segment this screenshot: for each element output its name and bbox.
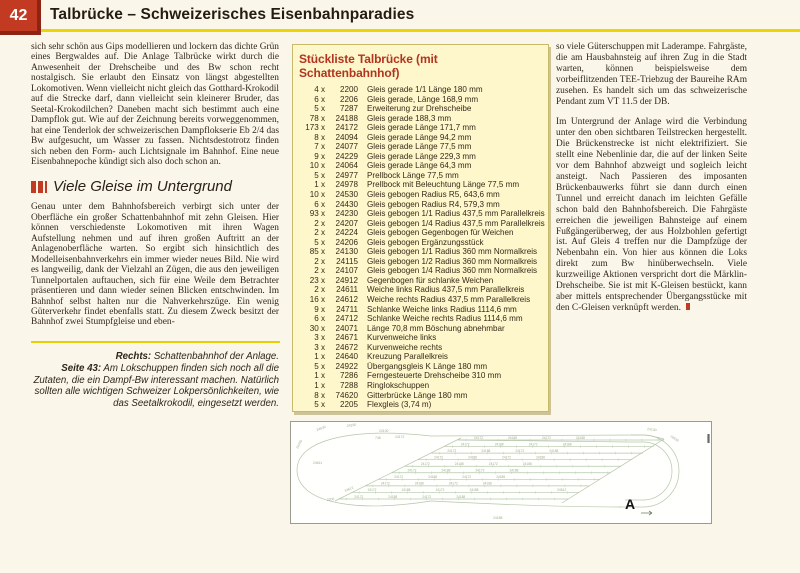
right-paragraph-2 [556, 117, 747, 313]
article-number-cell: 7286 [339, 371, 358, 381]
article-number-cell: 2205 [339, 400, 358, 410]
track-part-label: 24172 [407, 468, 417, 473]
parts-list-row [299, 114, 541, 124]
parts-list-row [299, 200, 541, 210]
quantity-cell: 2 x [314, 218, 325, 228]
curve-part-label: 24130 [379, 429, 389, 433]
left-paragraph-2: Genau unter dem Bahnhofsbereich verbirgt sich unter der Oberfläche ein großer Schattenbahnhof mit zehn Gleisen. Hier können verschiedenste Lokomotiven mit ihren Wagen Aufstellung nehmen und auf ihren großen Auftritt an der Anlagenoberfläche warten. So ergibt sich hinsichtlich des Modelleisenbahnverkehrs ein immer wieder neues Bild. Nie wird es langweilig, dank der Vielzahl an Zügen, die aus den jeweiligen Tunnelportalen auftauchen, sich für eine Weile dem Betrachter präsentieren und dann wieder seinen Blicken entschwinden. Im Bahnhof selbst halten nur die Nahverkehrszüge. Ein wenig Güterverkehr findet ebenfalls statt. Zu diesem Zweck besitzt der Bahnhof zwei Stumpfgleise und eben- [31, 202, 279, 328]
parts-list-row [299, 180, 541, 190]
description-cell: Kurvenweiche links [367, 333, 437, 343]
section-heading-bars-icon [31, 181, 47, 193]
section-heading [31, 178, 279, 196]
caption-text-seite43: Am Lokschuppen finden sich noch all die Zutaten, die ein Dampf-Bw interessant machen. Natürlich sollten alle wichtigen Schweizer Lokpersönlichkeiten, wie das Seetalkrokodil, eingesetzt werden. [33, 362, 279, 409]
description-cell: Gleis gebogen Radius R5, 643,6 mm [367, 190, 500, 200]
parts-list-row [299, 333, 541, 343]
article-number-cell: 24172 [335, 123, 358, 133]
parts-list-row [299, 295, 541, 305]
curve-part-label: 24230 [346, 422, 357, 428]
article-number-cell: 24640 [335, 352, 358, 362]
track-part-label: 24172 [542, 435, 551, 440]
page-number: 42 [9, 6, 28, 24]
description-cell: Gegenbogen für schlanke Weichen [367, 275, 494, 285]
track-part-label: 24188 [496, 475, 506, 480]
track-part-label: 24188 [414, 481, 424, 486]
track-part-label: 24188 [536, 455, 545, 460]
description-cell: Länge 70,8 mm Böschung abnehmbar [367, 323, 505, 333]
parts-list-row [299, 152, 541, 162]
description-cell: Schlanke Weiche rechts Radius 1114,6 mm [367, 314, 523, 324]
left-article-column [31, 42, 279, 409]
parts-list-row [299, 257, 541, 267]
parts-list-row [299, 391, 541, 401]
track-part-label: 24188 [509, 468, 519, 473]
parts-list-title: Stückliste Talbrücke (mit Schattenbahnhof) [299, 52, 438, 80]
page-number-badge [0, 0, 41, 35]
parts-list-row [299, 371, 541, 381]
curve-part-label: 24612 [557, 488, 567, 492]
section-heading-text: Viele Gleise im Untergrund [53, 178, 232, 196]
article-number-cell: 24978 [335, 180, 358, 190]
article-number-cell: 24712 [335, 314, 358, 324]
description-cell: Gleis gerade 188,3 mm [367, 113, 452, 123]
description-cell: Gleis gebogen 1/4 Radius 360 mm Normalkreis [367, 266, 538, 276]
article-number-cell: 24115 [336, 256, 358, 266]
quantity-cell: 2 x [314, 266, 325, 276]
description-cell: Flexgleis (3,74 m) [367, 400, 432, 410]
curve-part-label: 24130 [646, 427, 657, 433]
right-paragraph-1: so viele Güterschuppen mit Laderampe. Fahrgäste, die am Hausbahnsteig auf ihren Zug in die Stadt warten, können beispielsweise dem vorbeiflitzenden TEE-Triebzug der Baureihe RAm zusehen. Es handelt sich um das schweizerische Pendant zum VT 11.5 der DB. [556, 42, 747, 107]
quantity-cell: 6 x [314, 199, 325, 209]
quantity-cell: 78 x [309, 113, 325, 123]
article-number-cell: 24912 [335, 275, 358, 285]
parts-list-row [299, 209, 545, 219]
article-number-cell: 7287 [339, 104, 358, 114]
track-part-label: 24188 [576, 435, 585, 440]
curve-part-label: 24188 [493, 516, 503, 520]
track-part-label: 24188 [482, 481, 492, 486]
article-number-cell: 7288 [339, 380, 358, 390]
description-cell: Schlanke Weiche links Radius 1114,6 mm [367, 304, 517, 314]
caption-label-rechts: Rechts: [115, 351, 152, 363]
track-part-label: 24172 [367, 488, 377, 493]
article-number-cell: 24064 [335, 161, 358, 171]
description-cell: Kreuzung Parallelkreis [367, 352, 448, 362]
track-part-label: 24188 [522, 462, 532, 467]
description-cell: Gleis gebogen Radius R4, 579,3 mm [367, 199, 500, 209]
article-number-cell: 24188 [335, 113, 358, 123]
quantity-cell: 8 x [314, 390, 325, 400]
quantity-cell: 16 x [309, 295, 325, 305]
parts-list-row [299, 247, 541, 257]
article-end-mark [686, 303, 690, 310]
article-number-cell: 24430 [335, 199, 358, 209]
quantity-cell: 5 x [314, 104, 325, 114]
article-number-cell: 24077 [335, 142, 358, 152]
track-part-label: 24188 [456, 494, 466, 499]
parts-list-row [299, 266, 541, 276]
parts-list-row [299, 276, 541, 286]
track-part-label: 24172 [420, 462, 430, 467]
description-cell: Gleis gebogen 1/2 Radius 360 mm Normalkreis [367, 256, 538, 266]
bottom-return-track [431, 501, 621, 507]
article-number-cell: 24711 [336, 304, 358, 314]
left-paragraph-1: sich sehr schön aus Gips modellieren und lockern das dichte Grün eines Bergwaldes auf. Die Anlage Talbrücke wirkt durch die Anwesenheit der Drehscheibe und des Bw schon recht nostalgisch. Sie erlaubt den Einsatz von längst abgestellten Lokomotiven. Wenn vielleicht nicht gleich das Gotthard-Krokodil auf die Strecke darf, dann vielleicht sein kleinerer Bruder, das Seetal-Krokodilchen? Daneben macht sich bestimmt auch eine Dampflok gut. Wie auf der Zeichnung bereits vorweggenommen, hat eine Tenderlok der schweizerischen Dampflokserie Eb 2/4 das Bw aufgesucht, um Wasser zu fassen. Nichtsdestotrotz finden sich neben den Form- auch Lichtsignale im Bahnhof. Eine neue Eisenbahnepoche kündigt sich also doch schon an. [31, 42, 279, 167]
right-ladder-connector [643, 435, 664, 439]
track-part-label: 24188 [428, 475, 438, 480]
description-cell: Erweiterung zur Drehscheibe [367, 104, 472, 114]
quantity-cell: 3 x [314, 342, 325, 352]
quantity-cell: 23 x [309, 275, 325, 285]
quantity-cell: 5 x [314, 400, 325, 410]
quantity-cell: 85 x [309, 247, 325, 257]
article-number-cell: 24071 [335, 323, 358, 333]
parts-list-row [299, 314, 541, 324]
description-cell: Gleis gerade Länge 94,2 mm [367, 132, 472, 142]
track-part-label: 24188 [441, 468, 451, 473]
parts-list-row [299, 190, 541, 200]
photo-caption [31, 351, 279, 409]
description-cell: Gleis gerade Länge 77,5 mm [367, 142, 472, 152]
curve-part-label: 24530 [315, 424, 327, 432]
track-part-label: 24172 [434, 455, 443, 460]
track-part-label: 24188 [401, 488, 411, 493]
track-part-label: 24172 [394, 475, 404, 480]
quantity-cell: 8 x [314, 132, 325, 142]
curve-part-label: 24430 [295, 439, 304, 450]
description-cell: Ringlokschuppen [367, 380, 430, 390]
article-number-cell: 24922 [335, 361, 358, 371]
quantity-cell: 30 x [309, 323, 325, 333]
quantity-cell: 1 x [314, 371, 325, 381]
parts-list-row [299, 85, 541, 95]
curve-part-label: 748 [375, 436, 381, 440]
quantity-cell: 173 x [305, 123, 325, 133]
article-number-cell: 2206 [339, 94, 358, 104]
top-bypass-track [431, 435, 643, 436]
curve-part-label: 24612 [343, 485, 355, 493]
quantity-cell: 10 x [309, 190, 325, 200]
track-part-label: 24172 [515, 448, 525, 453]
dimension-mark [707, 434, 709, 443]
article-number-cell: 2200 [339, 85, 358, 94]
description-cell: Übergangsgleis K Länge 180 mm [367, 361, 488, 371]
article-number-cell: 24207 [335, 218, 358, 228]
description-cell: Gleis gebogen 1/4 Radius 437,5 mm Parallelkreis [367, 218, 545, 228]
track-part-label: 24172 [502, 455, 511, 460]
parts-list-row [299, 305, 541, 315]
article-number-cell: 24977 [335, 170, 358, 180]
track-part-label: 24188 [469, 488, 479, 493]
parts-list-row [299, 142, 541, 152]
right-return-loop-inner [625, 442, 672, 500]
description-cell: Gleis gebogen 1/1 Radius 437,5 mm Parallelkreis [367, 209, 545, 219]
description-cell: Weiche rechts Radius 437,5 mm Parallelkreis [367, 295, 531, 305]
article-number-cell: 24229 [335, 151, 358, 161]
description-cell: Prellbock Länge 77,5 mm [367, 170, 459, 180]
track-part-label: 24188 [549, 448, 559, 453]
curve-part-label: 2205 [326, 496, 335, 502]
parts-list-row [299, 238, 541, 248]
track-part-label: 24188 [562, 442, 572, 447]
quantity-cell: 3 x [314, 333, 325, 343]
parts-list-row [299, 218, 545, 229]
article-number-cell: 74620 [335, 390, 358, 400]
article-number-cell: 24224 [335, 228, 358, 238]
quantity-cell: 5 x [314, 170, 325, 180]
track-part-label: 24172 [460, 442, 470, 447]
parts-list-row [299, 104, 541, 114]
quantity-cell: 5 x [314, 237, 325, 247]
quantity-cell: 93 x [309, 209, 325, 219]
track-plan-svg [291, 422, 711, 523]
quantity-cell: 10 x [309, 161, 325, 171]
quantity-cell: 7 x [314, 142, 325, 152]
quantity-cell: 6 x [314, 314, 325, 324]
quantity-cell: 5 x [314, 361, 325, 371]
article-number-cell: 24611 [336, 285, 358, 295]
quantity-cell: 1 x [314, 380, 325, 390]
caption-label-seite43: Seite 43: [61, 362, 102, 374]
caption-rule [31, 341, 280, 344]
track-part-label: 24172 [448, 481, 458, 486]
parts-list-panel [292, 44, 549, 412]
article-number-cell: 24107 [335, 266, 358, 276]
quantity-cell: 2 x [314, 228, 325, 238]
description-cell: Kurvenweiche rechts [367, 342, 443, 352]
page-title: Talbrücke – Schweizerisches Eisenbahnparadies [50, 6, 415, 23]
description-cell: Gleis gerade Länge 229,3 mm [367, 151, 476, 161]
description-cell: Gleis gebogen Ergänzungsstück [367, 237, 484, 247]
track-part-label: 24188 [481, 448, 491, 453]
description-cell: Prellbock mit Beleuchtung Länge 77,5 mm [367, 180, 520, 190]
description-cell: Gleis gebogen Gegenbogen für Weichen [367, 228, 514, 238]
description-cell: Gleis gerade, Länge 168,9 mm [367, 94, 479, 104]
track-part-label: 24172 [380, 481, 390, 486]
track-part-label: 24188 [468, 455, 477, 460]
track-part-label: 24188 [508, 435, 517, 440]
parts-list-row [299, 285, 541, 295]
right-switch-ladder [562, 439, 664, 503]
curve-part-label: 24172 [395, 435, 405, 439]
track-part-label: 24188 [388, 494, 398, 499]
right-paragraph-2-text: Im Untergrund der Anlage wird die Verbindung unter den oben sichtbaren Teilstrecken hergestellt. Die Brückenstrecke ist nicht elektrifiziert. Sie stellt eine Nebenlinie dar, die auf der linken Seite vor dem Bahnhof abzweigt und sogleich leicht ansteigt. Nach Passieren des imposanten Brückenbauwerks führt sie dann durch einen Tunnel und erreicht danach im leichten Gefälle schon bald den Bahnhofsbereich. Die Fahrgäste erreichen die jeweiligen Bahnsteige auf einem Fußgängerüberweg, der aus Holzbohlen gefertigt ist. Auf Gleis 4 treffen nur die Dampfzüge der Nebenbahn ein. Von hier aus können die Loks direkt zum Bw hinüberwechseln. Viele kurzweilige Aktionen verspricht dort die Märklin-Drehscheibe. Sie ist mit K-Gleisen bestückt, kann aber mittels entsprechender Übergangsstücke mit den C-Gleisen verknüpft werden. [556, 117, 747, 313]
parts-list [299, 85, 545, 410]
track-plan-panel [290, 421, 712, 524]
description-cell: Gleis gebogen 1/1 Radius 360 mm Normalkreis [367, 247, 538, 257]
description-cell: Gleis gerade 1/1 Länge 180 mm [367, 85, 483, 94]
description-cell: Gleis gerade Länge 171,7 mm [367, 123, 476, 133]
quantity-cell: 2 x [314, 256, 325, 266]
quantity-cell: 9 x [314, 151, 325, 161]
right-article-column [556, 42, 747, 314]
quantity-cell: 2 x [314, 285, 325, 295]
track-part-label: 24188 [494, 442, 504, 447]
caption-text-rechts: Schattenbahnhof der Anlage. [151, 351, 279, 363]
parts-list-row [299, 133, 541, 143]
quantity-cell: 1 x [314, 180, 325, 190]
article-number-cell: 24130 [335, 247, 358, 257]
article-number-cell: 24230 [335, 209, 358, 219]
header-rule [41, 29, 800, 32]
parts-list-row [299, 352, 541, 362]
article-number-cell: 24530 [335, 190, 358, 200]
track-part-label: 24172 [462, 475, 472, 480]
track-part-label: 24172 [435, 488, 445, 493]
quantity-cell: 4 x [314, 85, 325, 94]
parts-list-row [299, 343, 541, 353]
parts-list-row [299, 171, 541, 181]
curve-part-label: 24530 [669, 434, 680, 443]
parts-list-row [299, 161, 541, 171]
quantity-cell: 6 x [314, 94, 325, 104]
track-part-label: 24172 [422, 494, 432, 499]
article-number-cell: 24094 [335, 132, 358, 142]
plan-label-group [295, 423, 679, 520]
plan-marker-a: A [625, 496, 636, 512]
track-part-label: 24172 [354, 494, 364, 499]
parts-list-row [299, 362, 541, 372]
description-cell: Ferngesteuerte Drehscheibe 310 mm [367, 371, 502, 381]
article-number-cell: 24206 [335, 237, 358, 247]
parts-list-row [299, 95, 541, 105]
parts-list-row [299, 123, 541, 133]
track-part-label: 24172 [528, 442, 538, 447]
curve-part-label: 24611 [313, 461, 323, 465]
quantity-cell: 9 x [314, 304, 325, 314]
parts-list-row [299, 400, 541, 410]
description-cell: Gleis gerade Länge 64,3 mm [367, 161, 472, 171]
track-part-label: 24172 [488, 462, 498, 467]
article-number-cell: 24672 [335, 342, 358, 352]
direction-arrow-icon [641, 511, 652, 515]
article-number-cell: 24612 [335, 295, 358, 305]
parts-list-row [299, 228, 541, 238]
track-part-label: 24188 [454, 462, 464, 467]
article-number-cell: 24671 [335, 333, 358, 343]
description-cell: Gitterbrücke Länge 180 mm [367, 390, 468, 400]
parts-list-row [299, 381, 541, 391]
track-part-label: 24172 [447, 448, 457, 453]
track-part-label: 24172 [474, 435, 483, 440]
track-part-label: 24172 [475, 468, 485, 473]
description-cell: Weiche links Radius 437,5 mm Parallelkreis [367, 285, 525, 295]
parts-list-row [299, 324, 541, 334]
quantity-cell: 1 x [314, 352, 325, 362]
